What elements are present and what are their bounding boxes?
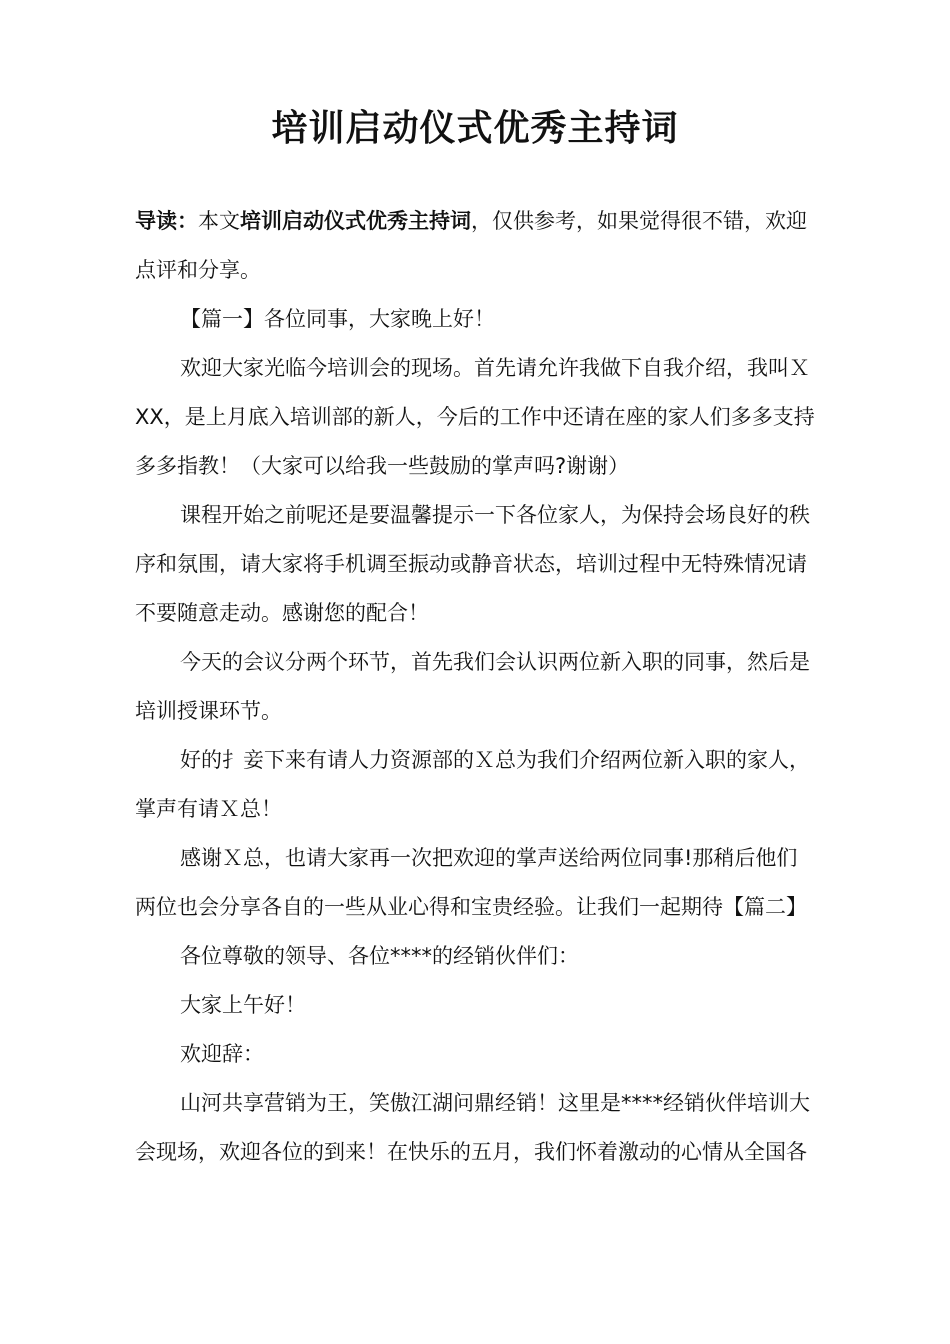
paragraph: [135, 981, 825, 1030]
document-title: 培训启动仪式优秀主持词: [271, 108, 679, 149]
paragraph-line: XX，是上月底入培训部的新人，今后的工作中还请在座的家人们多多支持: [135, 405, 815, 429]
paragraph: [135, 638, 825, 736]
paragraph-line: 各位尊敬的领导、各位****的经销伙伴们：: [180, 944, 579, 968]
paragraph-line: 序和氛围，请大家将手机调至振动或静音状态，培训过程中无特殊情况请: [135, 552, 807, 576]
paragraph-line: 培训授课环节。: [135, 699, 282, 723]
paragraph-line: 欢迎大家光临今培训会的现场。首先请允许我做下自我介绍，我叫Ｘ: [180, 356, 810, 380]
paragraph-line: 课程开始之前呢还是要温馨提示一下各位家人，为保持会场良好的秩: [180, 503, 810, 527]
intro-text-after: ，仅供参考，如果觉得很不错，欢迎: [471, 209, 807, 233]
paragraph-line: 两位也会分享各自的一些从业心得和宝贵经验。让我们一起期待【篇二】: [135, 895, 807, 919]
paragraph: [135, 834, 825, 932]
paragraph-line: 山河共享营销为王，笑傲江湖问鼎经销！这里是****经销伙伴培训大: [180, 1091, 810, 1115]
intro-paragraph: [135, 197, 825, 295]
paragraph-line: 欢迎辞：: [180, 1042, 264, 1066]
paragraph-line: 好的扌妾下来有请人力资源部的Ｘ总为我们介绍两位新入职的家人，: [180, 748, 810, 772]
paragraph: [135, 1079, 825, 1177]
paragraph-line: 感谢Ｘ总，也请大家再一次把欢迎的掌声送给两位同事!那稍后他们: [180, 846, 798, 870]
paragraph-line: 今天的会议分两个环节，首先我们会认识两位新入职的同事，然后是: [180, 650, 810, 674]
paragraph: [135, 344, 825, 491]
paragraph-line: 不要随意走动。感谢您的配合！: [135, 601, 429, 625]
paragraph-line: 大家上午好！: [180, 993, 306, 1017]
paragraph-list: [135, 295, 825, 1177]
paragraph: [135, 295, 825, 344]
intro-text-before: 本文: [198, 209, 240, 233]
document-body: [135, 197, 825, 1177]
paragraph-line: 会现场，欢迎各位的到来！在快乐的五月，我们怀着激动的心情从全国各: [135, 1140, 807, 1164]
paragraph: [135, 491, 825, 638]
paragraph: [135, 1030, 825, 1079]
paragraph-line: 掌声有请Ｘ总！: [135, 797, 282, 821]
paragraph: [135, 736, 825, 834]
paragraph: [135, 932, 825, 981]
paragraph-line: 【篇一】各位同事，大家晚上好！: [180, 307, 495, 331]
paragraph-line: 多多指教！（大家可以给我一些鼓励的掌声吗?谢谢）: [135, 454, 630, 478]
intro-bold-title: 培训启动仪式优秀主持词: [240, 209, 471, 233]
intro-label: 导读：: [135, 209, 198, 233]
intro-line-1: [135, 197, 825, 246]
intro-line-2: 点评和分享。: [135, 258, 261, 282]
